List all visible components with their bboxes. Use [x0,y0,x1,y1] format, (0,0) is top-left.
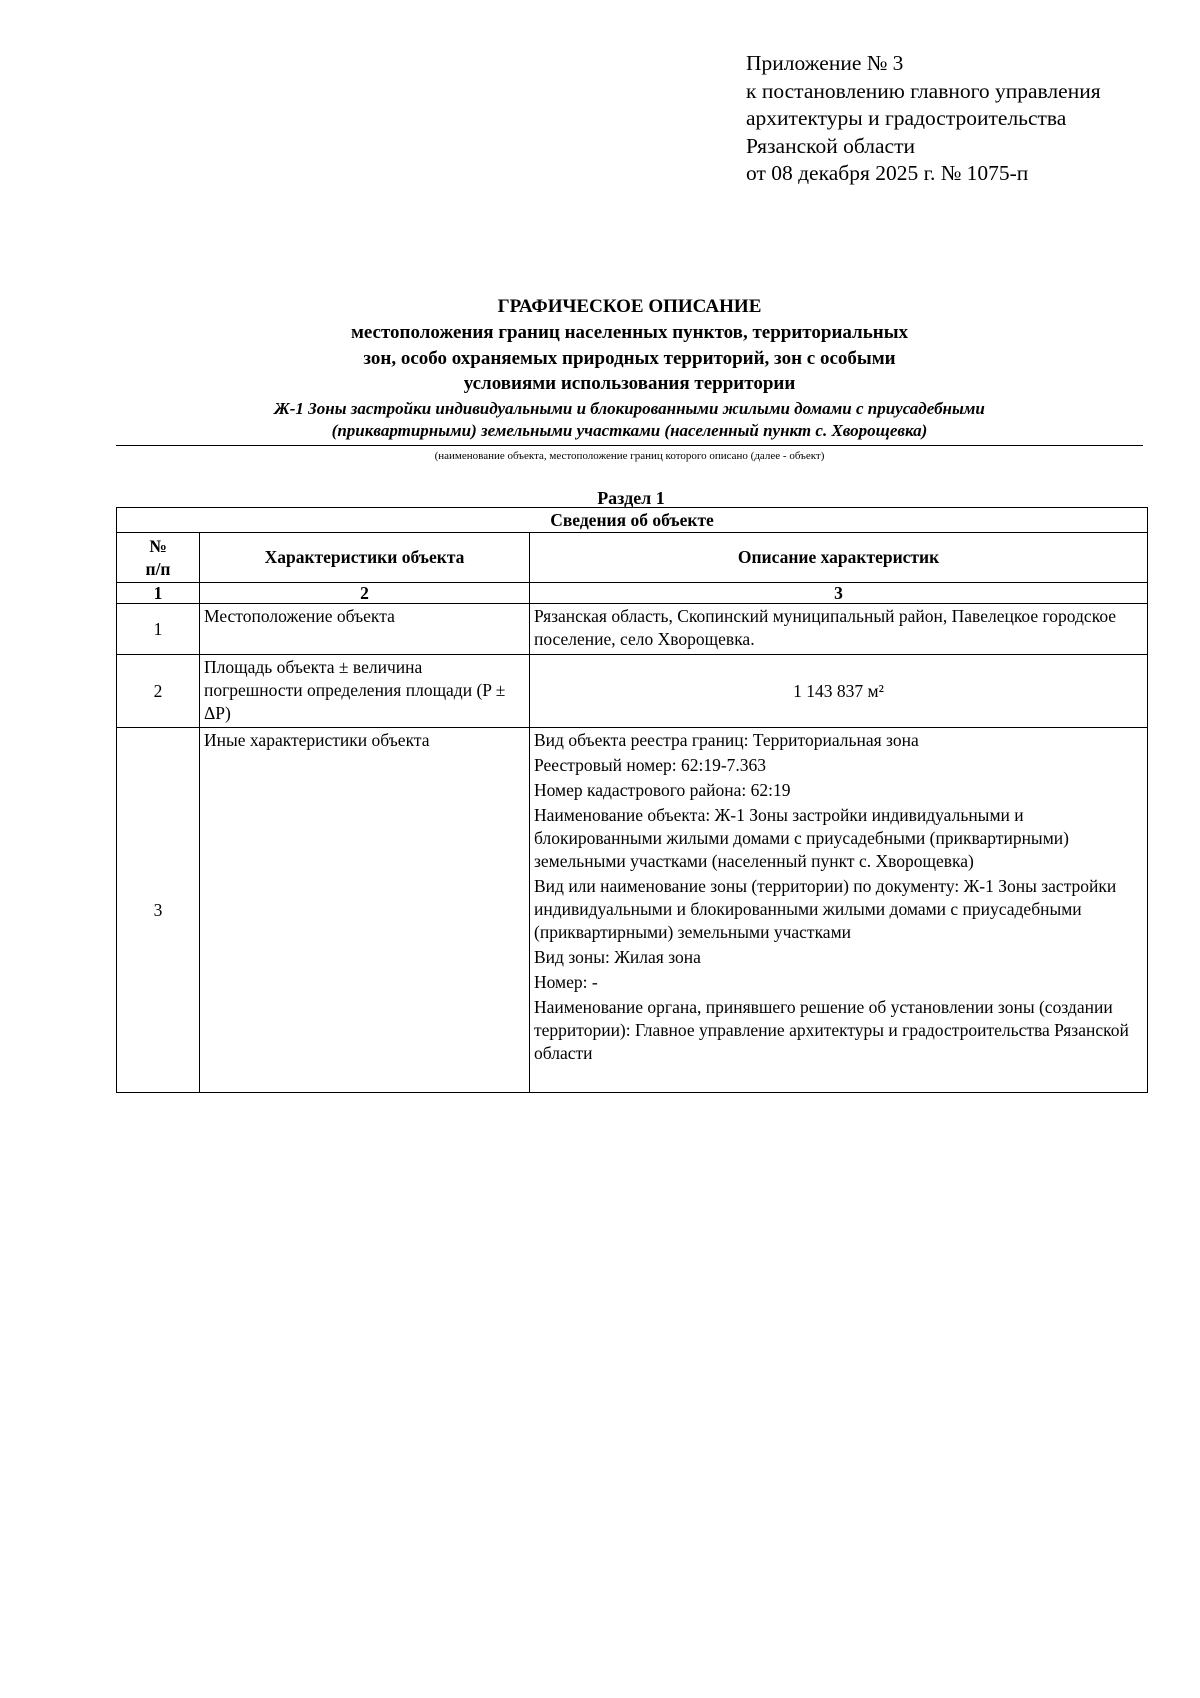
column-header-number [117,533,200,583]
document-title: ГРАФИЧЕСКОЕ ОПИСАНИЕ [497,296,762,317]
column-number: 1 [117,583,200,604]
description-line: Вид или наименование зоны (территории) по документу: Ж-1 Зоны застройки индивидуальными и блокированными жилыми домами с приусадебными (приквартирными) земельными участками [534,876,1117,942]
object-info-table [116,507,1148,1093]
row-number: 2 [117,655,200,728]
document-subtitle-line: зон, особо охраняемых природных территорий, зон с особыми [363,347,896,369]
table-row [117,604,1148,655]
column-header-characteristics: Характеристики объекта [200,533,530,583]
description-line: Вид зоны: Жилая зона [534,947,701,967]
appendix-line: Приложение № 3 [746,51,904,75]
document-title-block [116,294,1143,464]
description-line: Номер кадастрового района: 62:19 [534,780,791,800]
row-description: 1 143 837 м² [530,655,1148,728]
column-header-number-line1: № [149,535,167,556]
section-label: Раздел 1 [597,488,665,508]
row-description: Рязанская область, Скопинский муниципальный район, Павелецкое городское поселение, село Хворощевка. [530,604,1148,655]
column-header-description: Описание характеристик [530,533,1148,583]
column-header-number-line2: п/п [145,558,171,579]
appendix-line: архитектуры и градостроительства [746,106,1067,130]
appendix-line: Рязанской области [746,133,915,158]
table-header-row [117,533,1148,583]
table-title: Сведения об объекте [117,508,1148,533]
column-number: 2 [200,583,530,604]
row-number: 1 [117,604,200,655]
object-caption: (наименование объекта, местоположение границ которого описано (далее - объект) [434,449,825,462]
row-characteristic: Местоположение объекта [200,604,530,655]
object-name-line: (приквартирными) земельными участками (населенный пункт с. Хворощевка) [331,420,928,440]
row-description [530,728,1148,1093]
table-row [117,655,1148,728]
document-subtitle-line: местоположения границ населенных пунктов, территориальных [350,322,909,343]
description-line: Вид объекта реестра границ: Территориальная зона [534,730,919,750]
object-name-line: Ж-1 Зоны застройки индивидуальными и блокированными жилыми домами с приусадебными [274,398,985,418]
appendix-line: от 08 декабря 2025 г. № 1075-п [746,161,1029,185]
description-line: Номер: - [534,972,598,992]
appendix-line: к постановлению главного управления [746,78,1101,103]
appendix-header [746,50,1101,188]
row-number: 3 [117,728,200,1093]
object-name [116,398,1143,446]
column-number-row [117,583,1148,604]
table-row [117,728,1148,1093]
column-number: 3 [530,583,1148,604]
row-characteristic: Иные характеристики объекта [200,728,530,1093]
description-line: Наименование органа, принявшего решение об установлении зоны (создании территории): Главное управление архитектуры и градостроительства Рязанской области [534,997,1129,1063]
document-subtitle-line: условиями использования территории [463,373,796,394]
row-characteristic: Площадь объекта ± величина погрешности определения площади (P ± ΔP) [200,655,530,728]
description-line: Реестровый номер: 62:19-7.363 [534,755,767,775]
description-line: Наименование объекта: Ж-1 Зоны застройки индивидуальными и блокированными жилыми домами с приусадебными (приквартирными) земельными участками (населенный пункт с. Хворощевка) [534,805,1069,871]
